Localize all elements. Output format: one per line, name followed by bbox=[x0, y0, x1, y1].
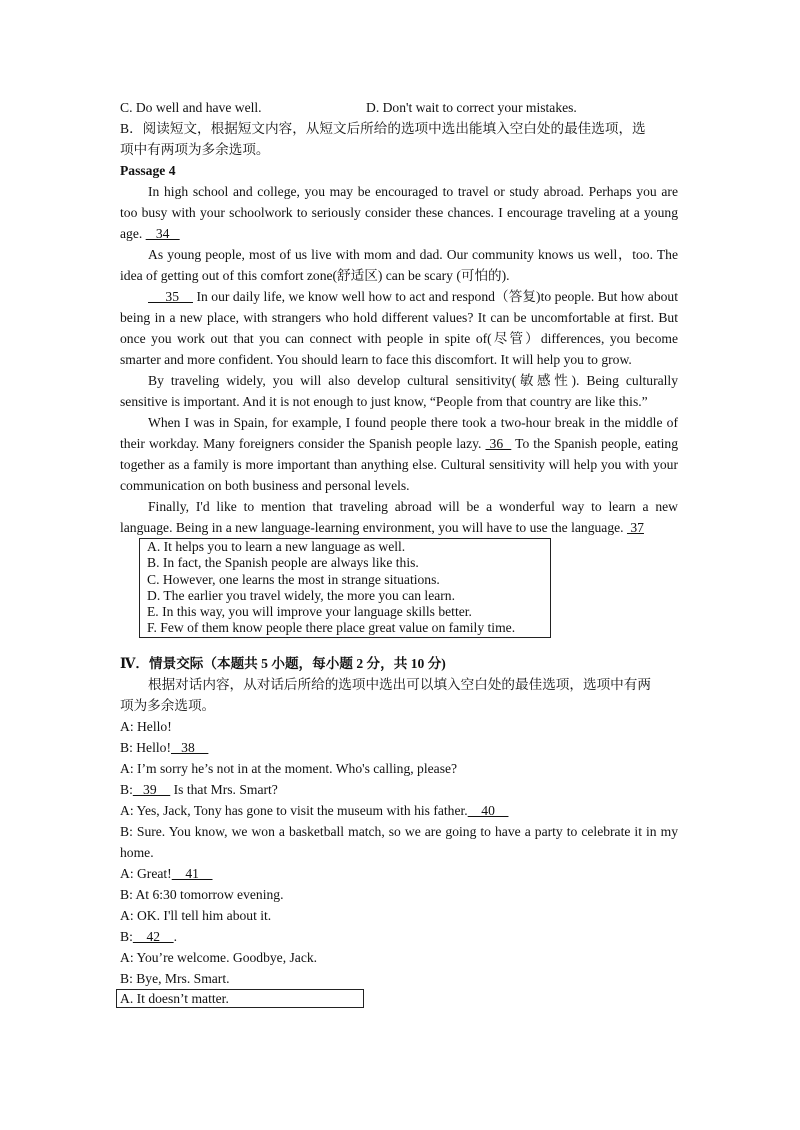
passage-option-d: D. The earlier you travel widely, the more you can learn. bbox=[147, 587, 456, 603]
dialogue-options-box bbox=[116, 989, 364, 1008]
dialogue-line: B: 39 Is that Mrs. Smart? bbox=[120, 781, 278, 797]
passage-option-b: B. In fact, the Spanish people are always like this. bbox=[147, 555, 419, 571]
dialogue-line: A: Hello! bbox=[120, 718, 172, 734]
blank-40[interactable]: 40 bbox=[467, 802, 509, 818]
section-b-intro-line1: B．阅读短文，根据短文内容，从短文后所给的选项中选出能填入空白处的最佳选项，选 bbox=[120, 121, 646, 136]
passage-paragraph-2: As young people, most of us live with mom and dad. Our community knows us well，too. The idea of getting out of this comfort zone(舒适区) can be scary (可怕的). bbox=[120, 247, 678, 283]
dialogue-line: B: At 6:30 tomorrow evening. bbox=[120, 886, 284, 902]
section-b-intro-line2: 项中有两项为多余选项。 bbox=[120, 142, 270, 157]
passage-paragraph-1: In high school and college, you may be encouraged to travel or study abroad. Perhaps you are too busy with your schoolwork to seriously consider these chances. I encourage traveling at a young age. 34 bbox=[120, 184, 678, 241]
option-d: D. Don't wait to correct your mistakes. bbox=[366, 100, 577, 115]
dialogue-line: A: OK. I'll tell him about it. bbox=[120, 907, 272, 923]
blank-37[interactable]: 37 bbox=[626, 520, 644, 535]
passage-paragraph-6: Finally, I'd like to mention that traveling abroad will be a wonderful way to learn a new language. Being in a new language-learning environment, you will have to use the language. 37 bbox=[120, 499, 678, 535]
section-iv-heading: Ⅳ．情景交际（本题共 5 小题，每小题 2 分，共 10 分) bbox=[120, 655, 446, 671]
blank-39[interactable]: 39 bbox=[132, 781, 171, 797]
passage-paragraph-4: By traveling widely, you will also develop cultural sensitivity(敏感性). Being culturally sensitive is important. And it is not enough to just know, “People from that country are like this.” bbox=[120, 373, 678, 409]
dialogue-line: B: Bye, Mrs. Smart. bbox=[120, 970, 230, 986]
dialogue-line: A: Great! 41 bbox=[120, 865, 213, 881]
dialogue-line: A: I’m sorry he’s not in at the moment. Who's calling, please? bbox=[120, 760, 458, 776]
passage-option-a: A. It helps you to learn a new language as well. bbox=[147, 539, 406, 554]
dialogue-line: B: Sure. You know, we won a basketball match, so we are going to have a party to celebrate it in my home. bbox=[120, 823, 678, 860]
passage-paragraph-3: 35 In our daily life, we know well how to act and respond（答复)to people. But how about being in a new place, with strangers who hold different values? It can be uncomfortable at first. But once you work out that you can connect with people in spite of(尽管）differences, you become smarter and more confident. You should learn to face this discomfort. It will help you to grow. bbox=[120, 289, 678, 367]
option-c: C. Do well and have well. bbox=[120, 100, 262, 115]
passage-option-f: F. Few of them know people there place great value on family time. bbox=[147, 620, 516, 636]
passage-paragraph-5: When I was in Spain, for example, I found people there took a two-hour break in the middle of their workday. Many foreigners consider the Spanish people lazy. 36 To the Spanish people, eating together as a family is more important than anything else. Cultural sensitivity will help you with your communication on both business and personal levels. bbox=[120, 415, 679, 493]
blank-34[interactable]: 34 bbox=[145, 226, 180, 241]
exam-page bbox=[120, 97, 678, 1008]
section-iv-intro-line2: 项为多余选项。 bbox=[120, 697, 216, 713]
dialogue-option-a: A. It doesn’t matter. bbox=[120, 990, 229, 1006]
dialogue-line: A: Yes, Jack, Tony has gone to visit the museum with his father. 40 bbox=[120, 802, 509, 818]
blank-38[interactable]: 38 bbox=[170, 739, 209, 755]
dialogue-line: B: Hello! 38 bbox=[120, 739, 209, 755]
blank-41[interactable]: 41 bbox=[171, 865, 213, 881]
blank-35[interactable]: 35 bbox=[148, 289, 193, 304]
part-a-options bbox=[120, 97, 678, 118]
passage-option-c: C. However, one learns the most in strange situations. bbox=[147, 571, 440, 587]
passage-title: Passage 4 bbox=[120, 163, 176, 178]
passage-options-box bbox=[139, 538, 551, 638]
section-iv-intro-line1: 根据对话内容，从对话后所给的选项中选出可以填入空白处的最佳选项，选项中有两 bbox=[148, 676, 651, 692]
passage-option-e: E. In this way, you will improve your language skills better. bbox=[147, 604, 472, 620]
blank-42[interactable]: 42 bbox=[132, 928, 174, 944]
dialogue-line: B: 42 . bbox=[120, 928, 178, 944]
dialogue-line: A: You’re welcome. Goodbye, Jack. bbox=[120, 949, 318, 965]
blank-36[interactable]: 36 bbox=[485, 436, 512, 451]
